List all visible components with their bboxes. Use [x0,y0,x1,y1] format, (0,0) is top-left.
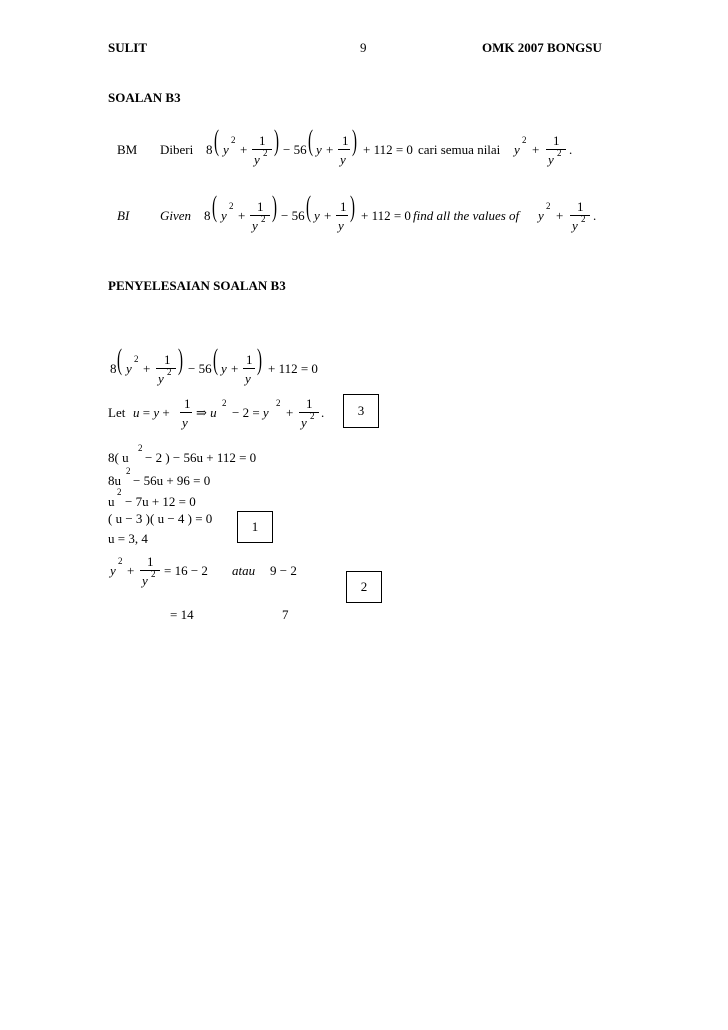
header-right: OMK 2007 BONGSU [482,40,602,55]
bi-tail: find all the values of [413,208,520,223]
let-label: Let [108,405,126,420]
bi-label: BI [117,208,130,223]
mark-value: 1 [251,519,259,534]
bm-label: BM [117,142,138,157]
solution-line-6: ( u − 3 )( u − 4 ) = 0 [108,511,213,526]
result-2: 7 [282,607,289,622]
mark-box-3 [343,394,379,428]
atau-label: atau [232,563,256,578]
mark-value: 2 [360,579,368,594]
mark-box-1 [237,511,273,543]
solution-title: PENYELESAIAN SOALAN B3 [108,278,286,293]
solution-line-7: u = 3, 4 [108,531,148,546]
question-title: SOALAN B3 [108,90,181,105]
alt-rhs: 9 − 2 [270,563,297,578]
mark-value: 3 [357,403,365,418]
result-1: = 14 [170,607,194,622]
bm-lead: Diberi [160,142,194,157]
page-number: 9 [360,40,367,55]
mark-box-2 [346,571,382,603]
header-left: SULIT [108,40,148,55]
bm-tail: cari semua nilai [418,142,501,157]
bi-lead: Given [160,208,192,223]
